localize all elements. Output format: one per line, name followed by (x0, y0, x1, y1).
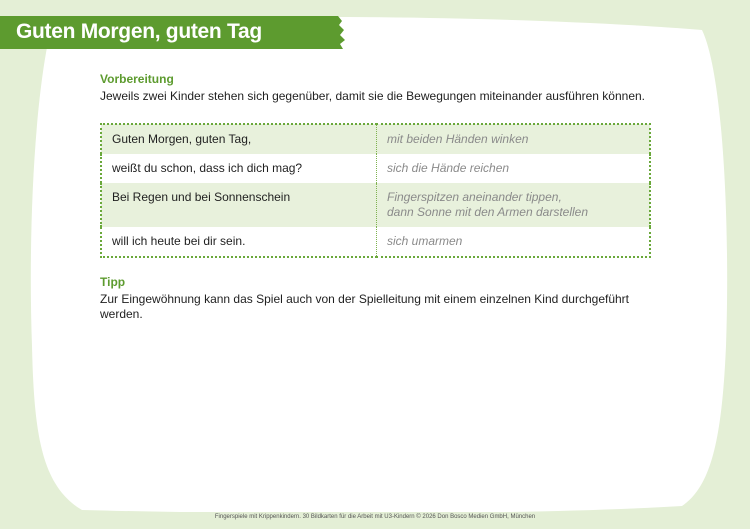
footer-credit: Fingerspiele mit Krippenkindern. 30 Bildkarten für die Arbeit mit U3-Kindern © 2026 Don Bosco Medien GmbH, München (214, 514, 536, 520)
verse-cell: will ich heute bei dir sein. (101, 227, 377, 257)
page-title: Guten Morgen, guten Tag (16, 20, 262, 43)
preparation-text: Jeweils zwei Kinder stehen sich gegenüber, damit sie die Bewegungen miteinander ausführen können. (100, 89, 646, 103)
poem-table (100, 123, 651, 258)
action-cell: mit beiden Händen winken (377, 124, 651, 154)
verse-cell: Bei Regen und bei Sonnenschein (101, 183, 377, 227)
table-row (101, 154, 650, 183)
preparation-heading: Vorbereitung (100, 72, 174, 86)
verse-cell: Guten Morgen, guten Tag, (101, 124, 377, 154)
action-line: Fingerspitzen aneinander tippen, (387, 190, 562, 204)
tip-text: Zur Eingewöhnung kann das Spiel auch von der Spielleitung mit einem einzelnen Kind durchgeführt werden. (100, 292, 630, 321)
verse-cell: weißt du schon, dass ich dich mag? (101, 154, 377, 183)
action-cell: sich umarmen (377, 227, 651, 257)
table-row (101, 183, 650, 227)
action-cell (377, 183, 651, 227)
table-row (101, 124, 650, 154)
action-cell: sich die Hände reichen (377, 154, 651, 183)
table-row (101, 227, 650, 257)
action-line: dann Sonne mit den Armen darstellen (387, 205, 589, 219)
title-banner (0, 16, 346, 49)
tip-heading: Tipp (100, 275, 126, 289)
